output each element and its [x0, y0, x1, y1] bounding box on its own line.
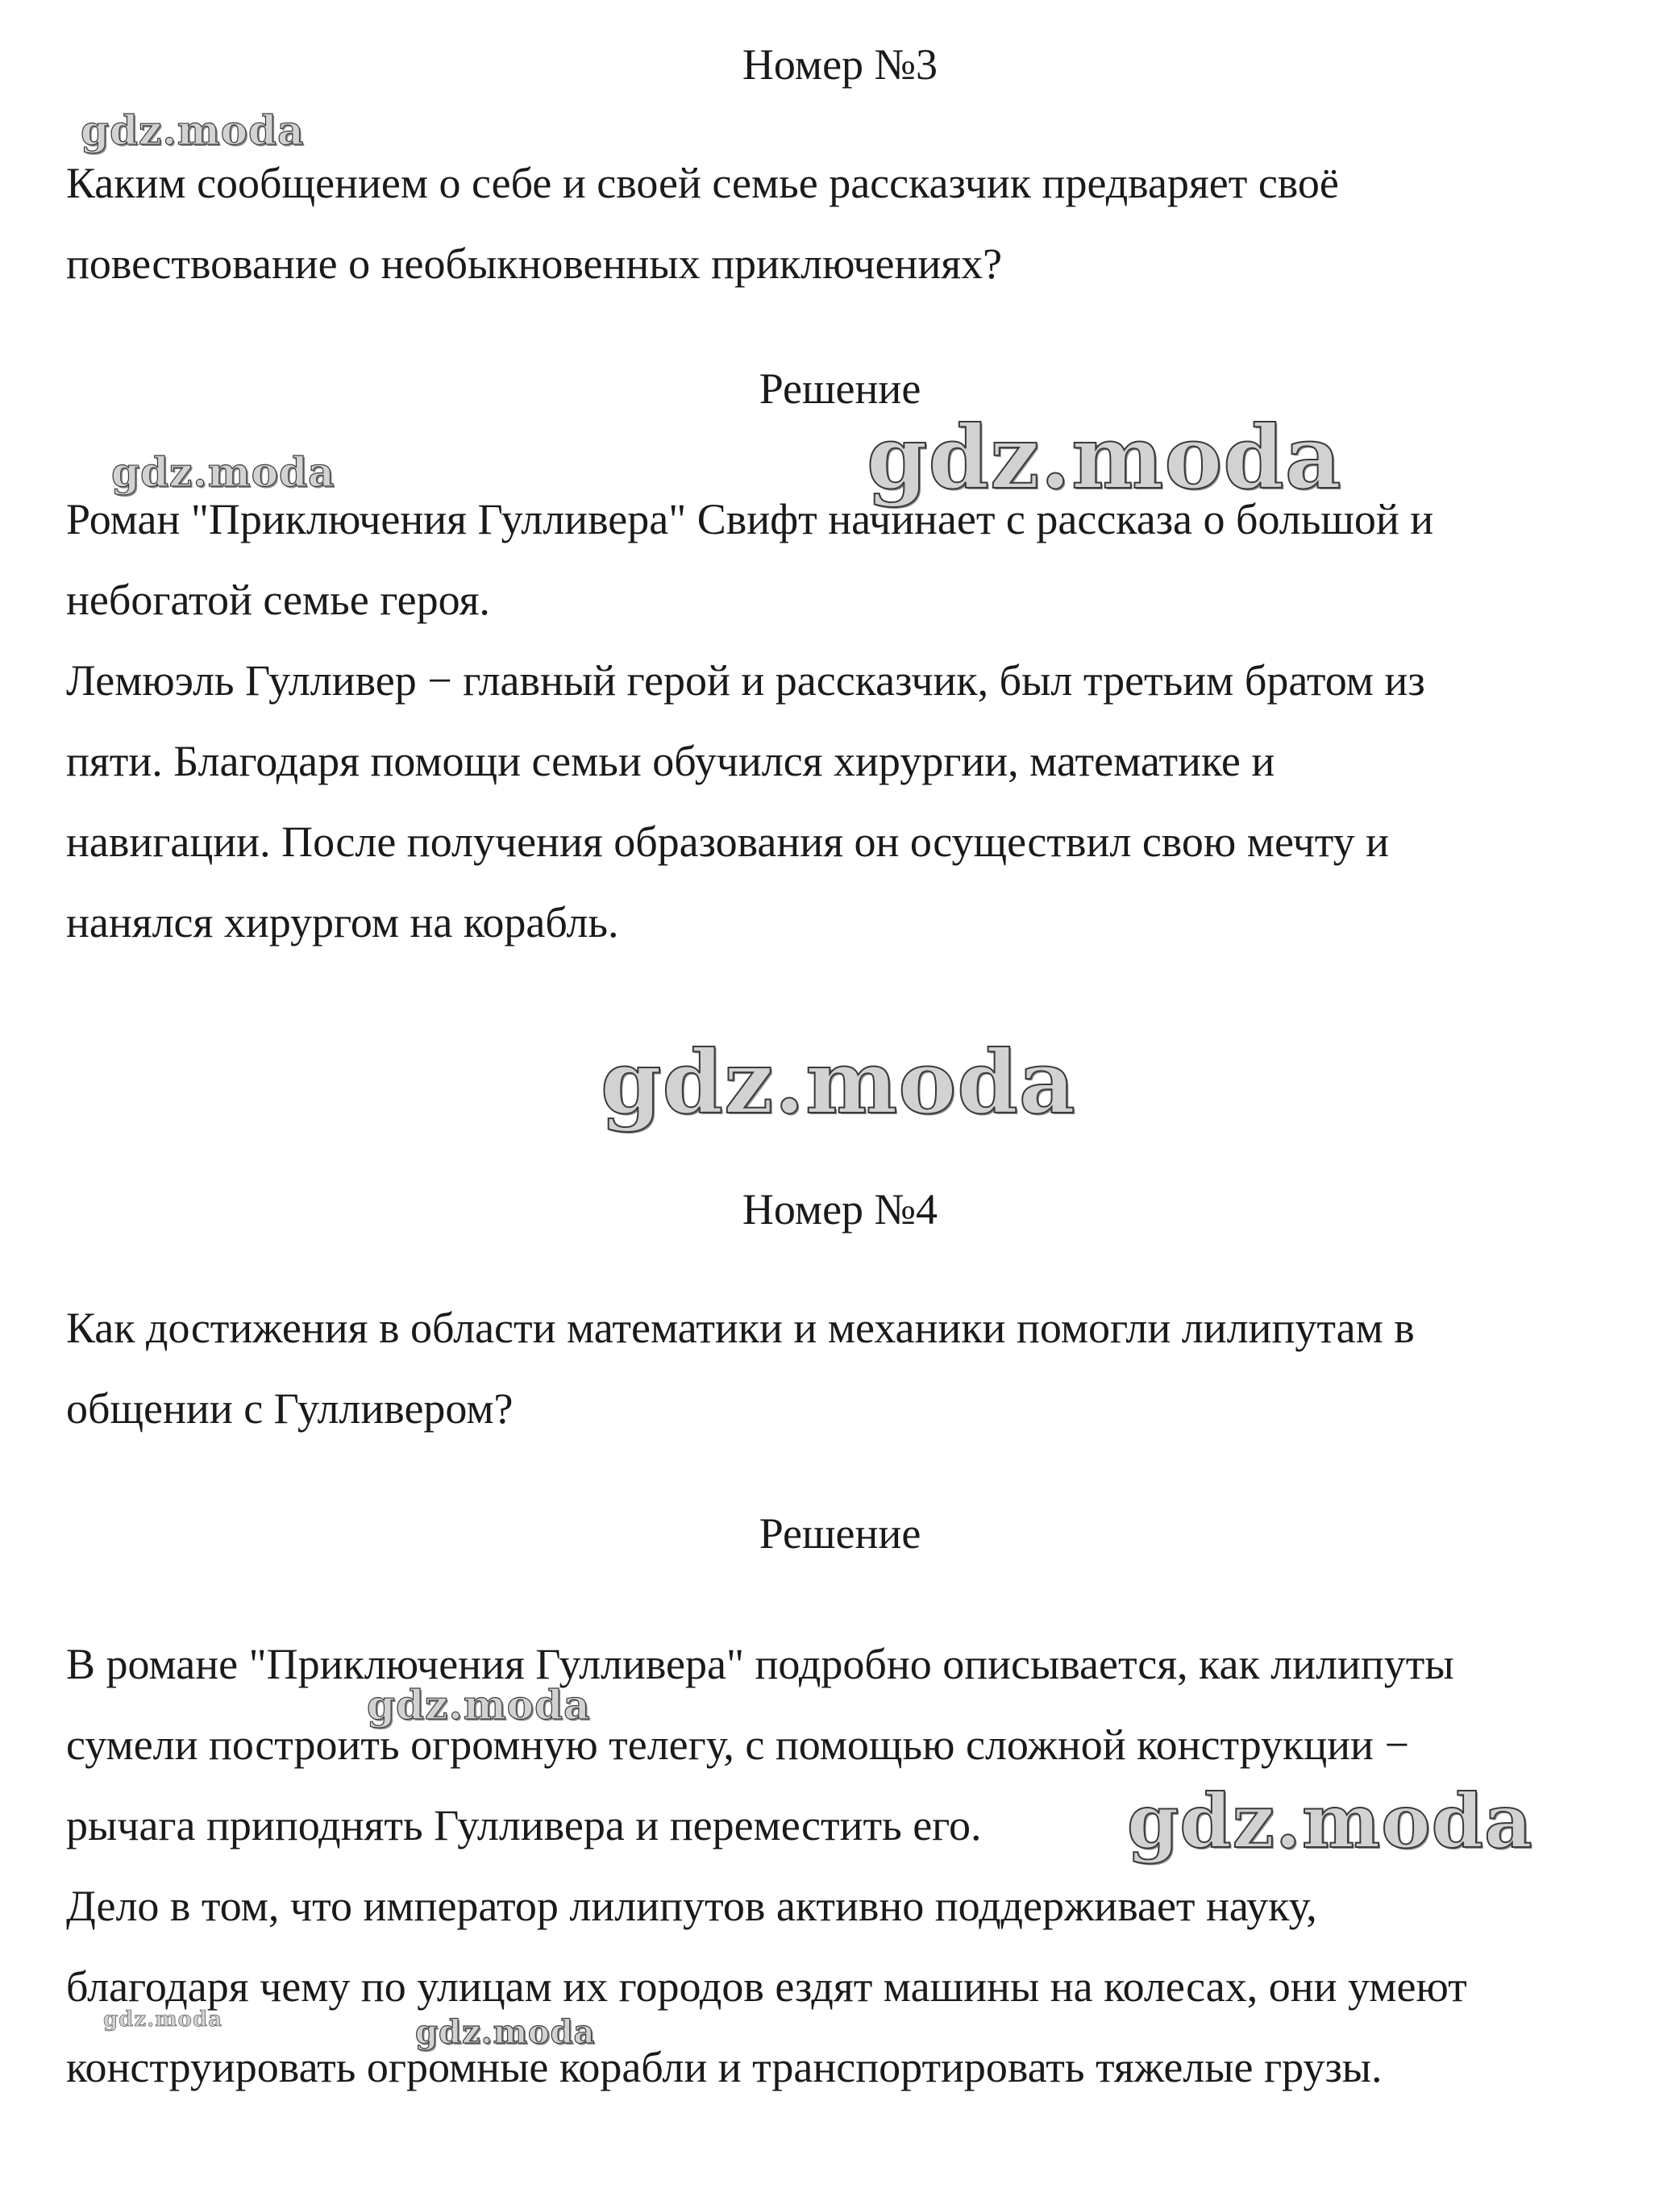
task4-question-line-2: общении с Гулливером? [66, 1384, 514, 1433]
task3-answer-line-5: навигации. После получения образования он осуществил свою мечту и [66, 818, 1390, 866]
task3-answer-line-2: небогатой семье героя. [66, 576, 490, 624]
task4-answer-line-6: конструировать огромные корабли и транспортировать тяжелые грузы. [66, 2043, 1383, 2091]
task4-question-line-1: Как достижения в области математики и механики помогли лилипутам в [66, 1304, 1415, 1352]
task4-heading: Номер №4 [742, 1185, 938, 1234]
watermark-logo: gdz.moda [367, 1681, 591, 1729]
task3-answer-line-1: Роман "Приключения Гулливера" Свифт начинает с рассказа о большой и [66, 495, 1434, 543]
task3-answer-line-4: пяти. Благодаря помощи семьи обучился хирургии, математике и [66, 737, 1275, 785]
watermark-logo: gdz.moda [1127, 1778, 1533, 1865]
task3-answer-line-6: нанялся хирургом на корабль. [66, 898, 619, 947]
task3-question-line-2: повествование о необыкновенных приключениях? [66, 239, 1003, 288]
watermark-logo: gdz.moda [601, 1032, 1076, 1134]
task4-answer-line-4: Дело в том, что император лилипутов активно поддерживает науку, [66, 1882, 1317, 1930]
watermark-logo: gdz.moda [867, 407, 1342, 509]
task4-answer-line-3: рычага приподнять Гулливера и переместить его. [66, 1801, 982, 1849]
task3-solution-label: Решение [759, 364, 921, 413]
watermark-logo: gdz.moda [81, 106, 305, 154]
task3-answer-line-3: Лемюэль Гулливер − главный герой и рассказчик, был третьим братом из [66, 656, 1425, 705]
watermark-logo: gdz.moda [415, 2013, 596, 2051]
task4-solution-label: Решение [759, 1509, 921, 1558]
watermark-logo: gdz.moda [111, 448, 335, 496]
watermark-logo: gdz.moda [103, 2008, 223, 2032]
task3-heading: Номер №3 [742, 40, 938, 89]
task3-question-line-1: Каким сообщением о себе и своей семье рассказчик предваряет своё [66, 159, 1339, 207]
task4-answer-line-1: В романе "Приключения Гулливера" подробно описывается, как лилипуты [66, 1640, 1454, 1688]
task4-answer-line-2: сумели построить огромную телегу, с помощью сложной конструкции − [66, 1720, 1409, 1769]
task4-answer-line-5: благодаря чему по улицам их городов ездят машины на колесах, они умеют [66, 1962, 1467, 2011]
